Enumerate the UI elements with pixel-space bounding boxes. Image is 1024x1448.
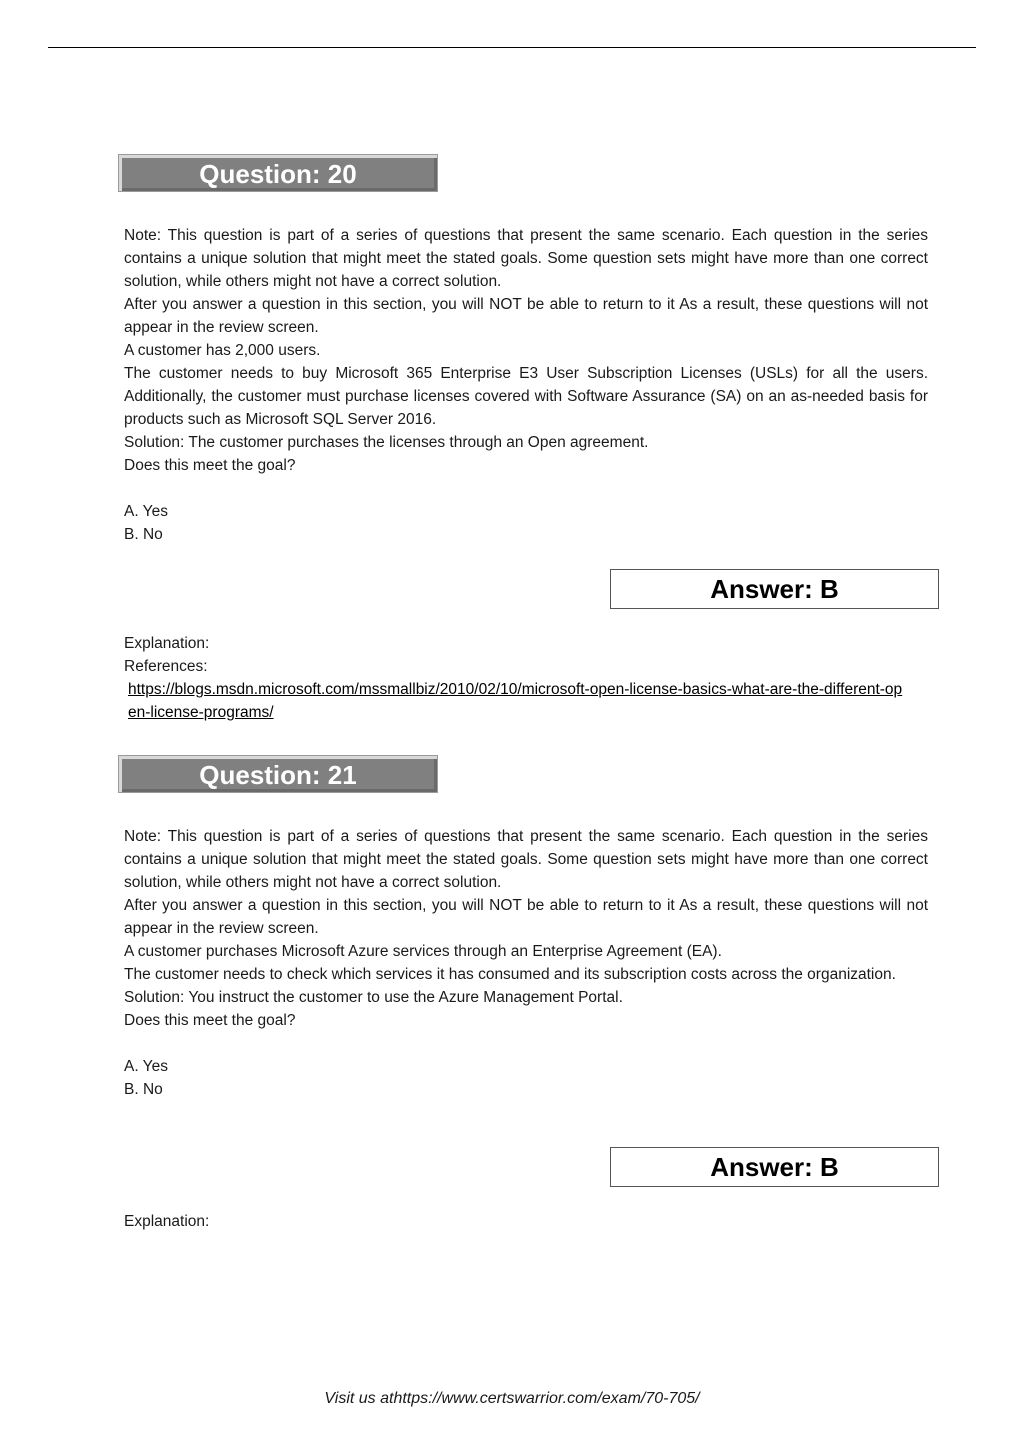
question-paragraph: A customer purchases Microsoft Azure services through an Enterprise Agreement (EA).	[124, 943, 722, 960]
question-body	[124, 224, 928, 546]
question-paragraph: Does this meet the goal?	[124, 457, 296, 474]
question-paragraph: The customer needs to buy Microsoft 365 Enterprise E3 User Subscription Licenses (USLs) for all the users. Additionally, the customer must purchase licenses covered with Software Assurance (SA) on an as-needed basis for products such as Microsoft SQL Server 2016.	[124, 365, 928, 428]
footer-visit-text: Visit us athttps://www.certswarrior.com/exam/70-705/	[324, 1390, 700, 1407]
question-heading-banner	[118, 154, 438, 192]
question-paragraph: Solution: The customer purchases the licenses through an Open agreement.	[124, 434, 649, 451]
answer-option: A. Yes	[124, 1058, 168, 1075]
question-paragraph: Note: This question is part of a series of questions that present the same scenario. Each question in the series contains a unique solution that might meet the stated goals. Some question sets might have more than one correct solution, while others might not have a correct solution.	[124, 828, 928, 891]
explanation-label: Explanation:	[124, 635, 210, 652]
answer-box	[610, 569, 939, 609]
answer-option: B. No	[124, 1081, 163, 1098]
answer-label: Answer: B	[710, 1152, 839, 1182]
question-heading: Question: 20	[199, 159, 357, 189]
spacer	[124, 1032, 928, 1055]
answer-label: Answer: B	[710, 574, 839, 604]
reference-link[interactable]: https://blogs.msdn.microsoft.com/mssmallbiz/2010/02/10/microsoft-open-license-basics-what-are-the-different-open-license-programs/	[128, 681, 903, 721]
explanation-label: Explanation:	[124, 1213, 210, 1230]
question-heading: Question: 21	[199, 760, 357, 790]
question-heading-banner	[118, 755, 438, 793]
answer-box	[610, 1147, 939, 1187]
explanation-section	[124, 1210, 928, 1233]
question-paragraph: Does this meet the goal?	[124, 1012, 296, 1029]
question-paragraph: After you answer a question in this section, you will NOT be able to return to it As a result, these questions will not appear in the review screen.	[124, 897, 928, 937]
spacer	[124, 477, 928, 500]
explanation-section	[124, 632, 928, 724]
question-paragraph: Solution: You instruct the customer to use the Azure Management Portal.	[124, 989, 623, 1006]
header-rule	[48, 47, 976, 48]
question-paragraph: A customer has 2,000 users.	[124, 342, 321, 359]
question-paragraph: Note: This question is part of a series of questions that present the same scenario. Each question in the series contains a unique solution that might meet the stated goals. Some question sets might have more than one correct solution, while others might not have a correct solution.	[124, 227, 928, 290]
answer-option: B. No	[124, 526, 163, 543]
references-label: References:	[124, 658, 208, 675]
question-paragraph: The customer needs to check which services it has consumed and its subscription costs across the organization.	[124, 966, 896, 983]
question-body	[124, 825, 928, 1101]
question-paragraph: After you answer a question in this section, you will NOT be able to return to it As a result, these questions will not appear in the review screen.	[124, 296, 928, 336]
answer-option: A. Yes	[124, 503, 168, 520]
